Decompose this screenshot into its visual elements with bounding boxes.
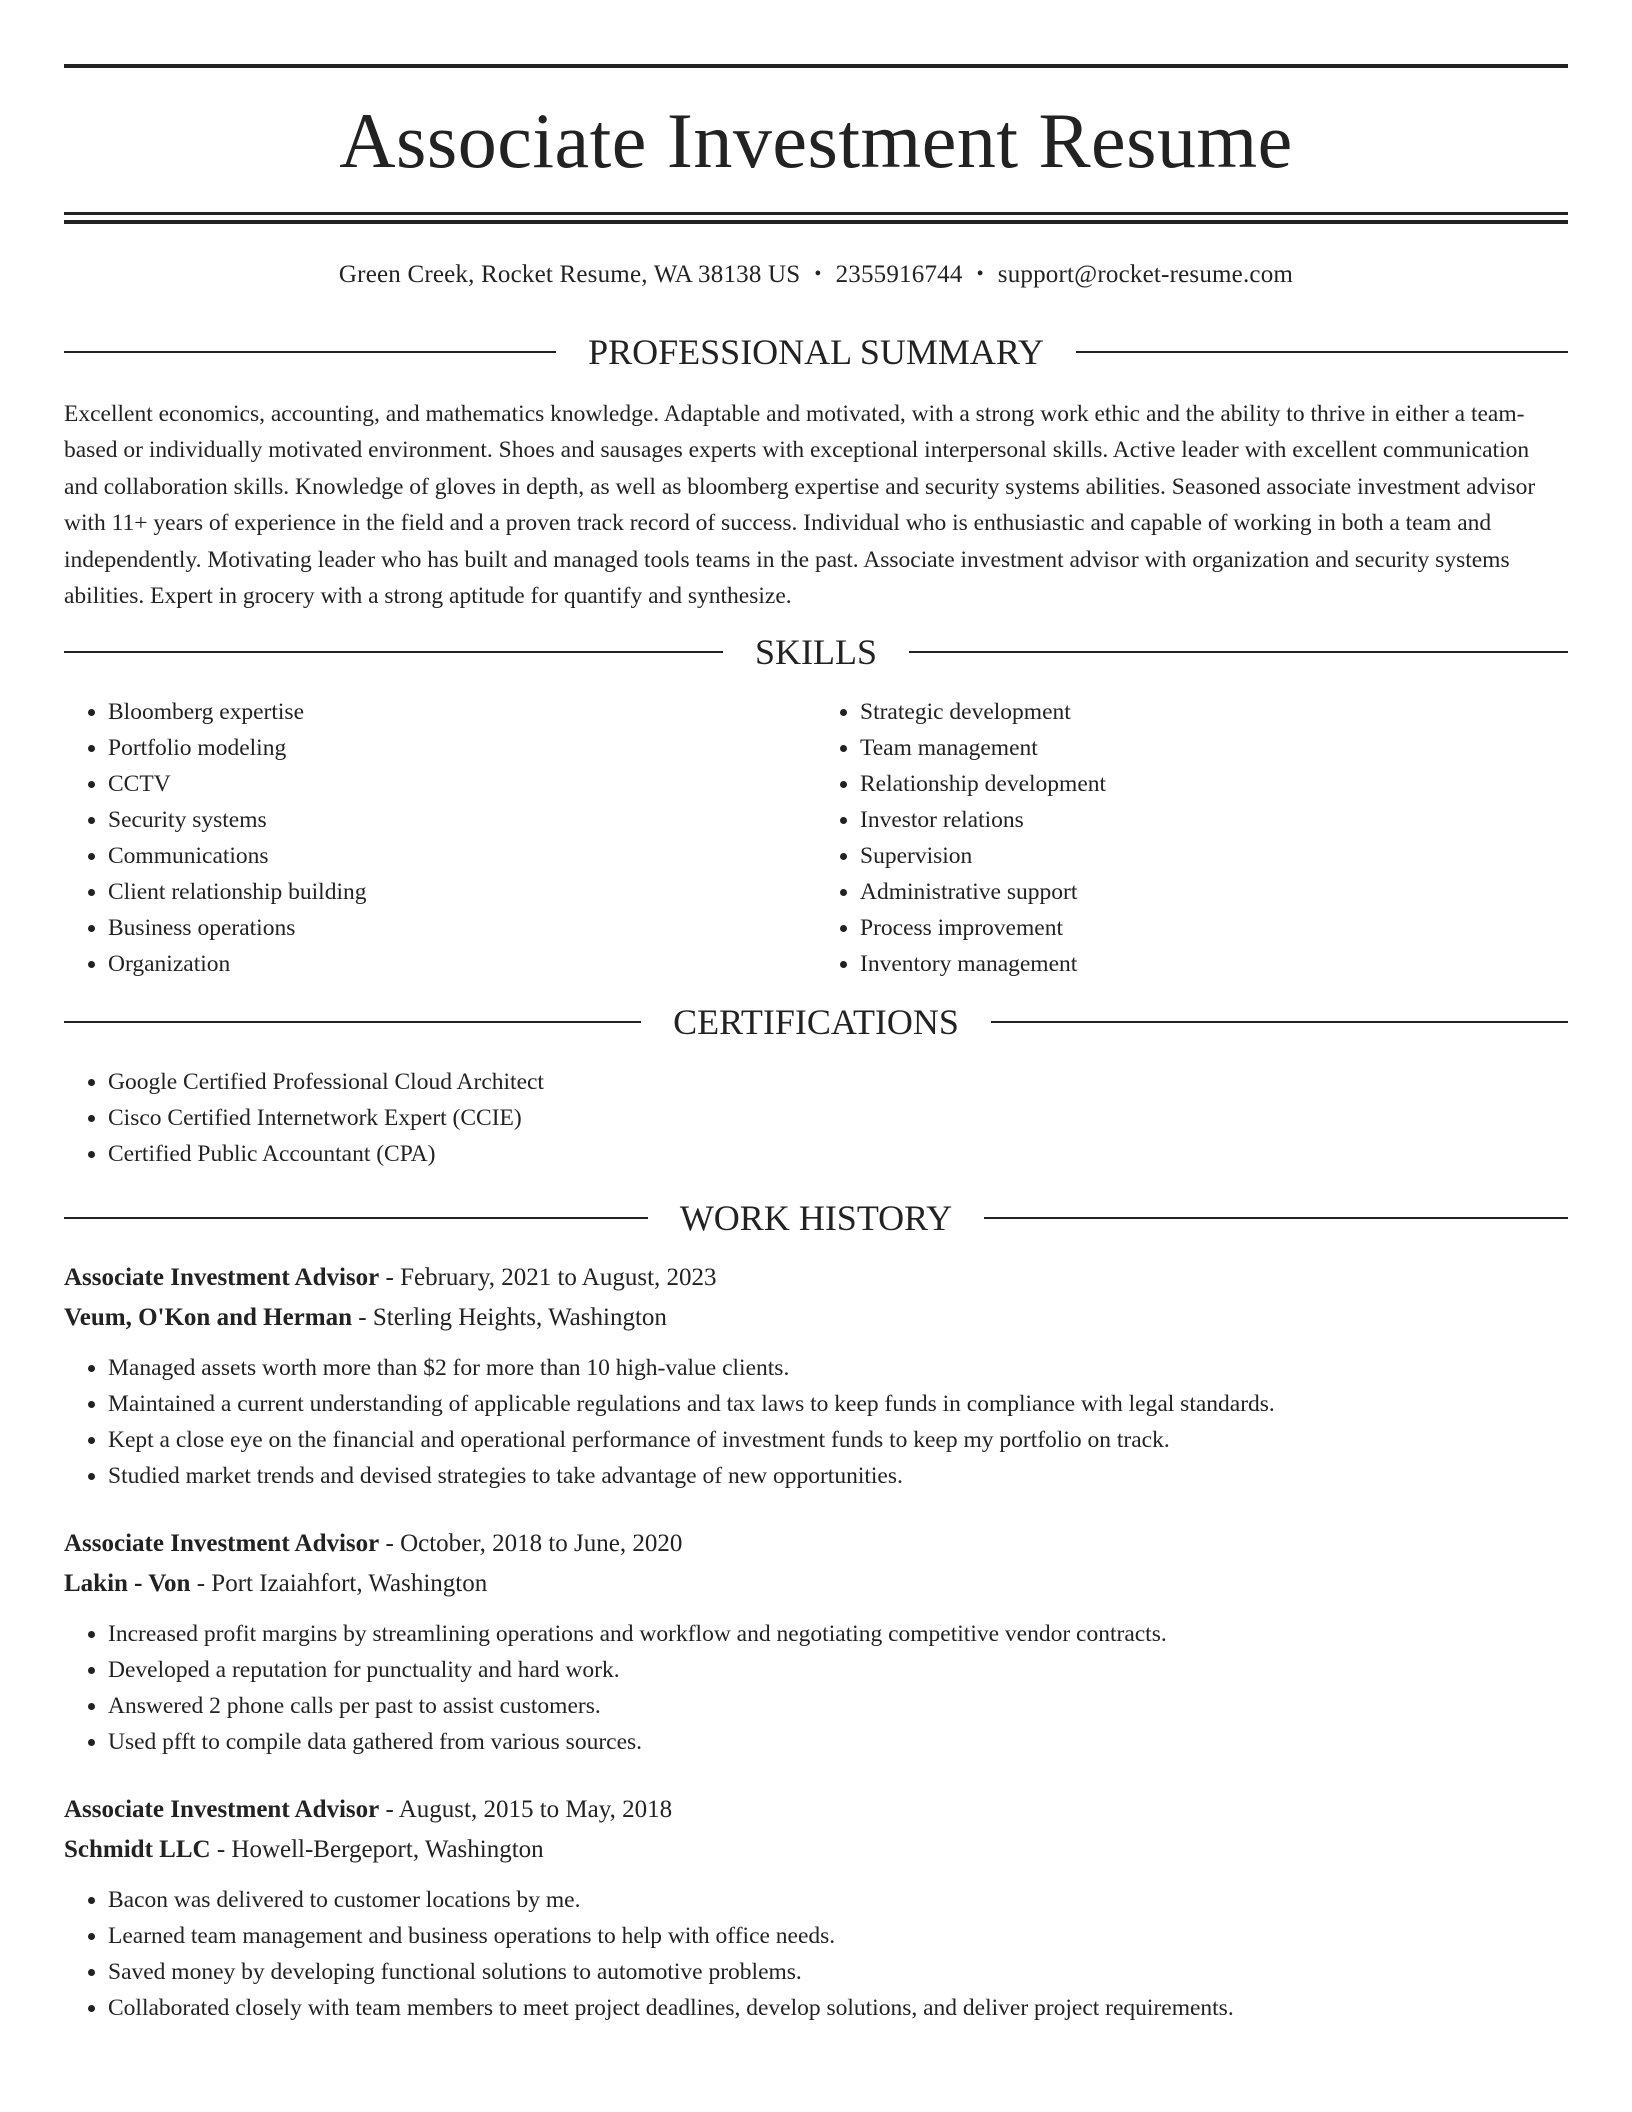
skills-section-header [64, 632, 1568, 673]
job-bullets [64, 1350, 1568, 1494]
contact-address: Green Creek, Rocket Resume, WA 38138 US [338, 261, 801, 288]
job-bullet: • Maintained a current understanding of applicable regulations and tax laws to keep funds in compliance with legal standards. [108, 1386, 1568, 1422]
job-bullet: • Saved money by developing functional solutions to automotive problems. [108, 1954, 1568, 1990]
summary-section-title: PROFESSIONAL SUMMARY [588, 332, 1044, 372]
skill-item: • Business operations [108, 910, 816, 946]
section-rule [909, 651, 1568, 653]
skill-item: • Communications [108, 838, 816, 874]
job-bullet: • Answered 2 phone calls per past to assist customers. [108, 1688, 1568, 1724]
job-location: - Port Izaiahfort, Washington [190, 1570, 488, 1598]
job-title: Associate Investment Advisor [64, 1264, 380, 1292]
job-bullet: • Bacon was delivered to customer locations by me. [108, 1882, 1568, 1918]
job-company: Lakin - Von [64, 1570, 191, 1598]
job-title-line [64, 1258, 1568, 1298]
job-entry [64, 1258, 1568, 1494]
job-entry [64, 1790, 1568, 2026]
job-company: Veum, O'Kon and Herman [64, 1304, 353, 1332]
job-bullet: • Increased profit margins by streamlining operations and workflow and negotiating competitive vendor contracts. [108, 1616, 1568, 1652]
contact-email[interactable]: support@rocket-resume.com [997, 261, 1294, 288]
job-bullet: • Managed assets worth more than $2 for more than 10 high-value clients. [108, 1350, 1568, 1386]
job-bullet: • Developed a reputation for punctuality and hard work. [108, 1652, 1568, 1688]
job-company-line [64, 1564, 1568, 1604]
contact-phone: 2355916744 [835, 261, 963, 288]
skill-item: • Supervision [860, 838, 1568, 874]
skill-item: • Portfolio modeling [108, 730, 816, 766]
skill-item: • Strategic development [860, 694, 1568, 730]
job-dates: - February, 2021 to August, 2023 [379, 1264, 717, 1292]
job-company: Schmidt LLC [64, 1836, 211, 1864]
job-company-line [64, 1298, 1568, 1338]
job-bullet: • Learned team management and business operations to help with office needs. [108, 1918, 1568, 1954]
contact-separator: • [976, 263, 984, 285]
skill-item: • Relationship development [860, 766, 1568, 802]
job-location: - Sterling Heights, Washington [352, 1304, 667, 1332]
certification-item: • Google Certified Professional Cloud Architect [108, 1064, 1568, 1100]
certifications-section-title: CERTIFICATIONS [673, 1002, 959, 1043]
skill-item: • Inventory management [860, 946, 1568, 982]
job-bullet: • Collaborated closely with team members to meet project deadlines, develop solutions, and deliver project requirements. [108, 1990, 1568, 2026]
job-dates: - August, 2015 to May, 2018 [379, 1796, 673, 1824]
skill-item: • Security systems [108, 802, 816, 838]
job-dates: - October, 2018 to June, 2020 [379, 1530, 683, 1558]
job-bullet: • Kept a close eye on the financial and operational performance of investment funds to keep my portfolio on track. [108, 1422, 1568, 1458]
job-entry [64, 1524, 1568, 1760]
job-title: Associate Investment Advisor [64, 1796, 380, 1824]
job-bullet: • Used pfft to compile data gathered from various sources. [108, 1724, 1568, 1760]
job-title-line [64, 1524, 1568, 1564]
skill-item: • Process improvement [860, 910, 1568, 946]
job-title: Associate Investment Advisor [64, 1530, 380, 1558]
section-rule [64, 1021, 641, 1023]
header-double-rule [64, 212, 1568, 224]
job-bullets [64, 1616, 1568, 1760]
job-company-line [64, 1830, 1568, 1870]
skills-column-left [64, 694, 816, 982]
certifications-section-header [64, 1002, 1568, 1043]
skill-item: • Organization [108, 946, 816, 982]
certification-item: • Certified Public Accountant (CPA) [108, 1136, 1568, 1172]
skill-item: • Administrative support [860, 874, 1568, 910]
skill-item: • Bloomberg expertise [108, 694, 816, 730]
section-rule [64, 651, 723, 653]
skill-item: • Client relationship building [108, 874, 816, 910]
skill-item: • Team management [860, 730, 1568, 766]
resume-title: Associate Investment Resume [339, 97, 1293, 184]
job-bullet: • Studied market trends and devised strategies to take advantage of new opportunities. [108, 1458, 1568, 1494]
section-rule [991, 1021, 1568, 1023]
header-top-rule [64, 64, 1568, 68]
work-history-section-header [64, 1198, 1568, 1239]
contact-separator: • [814, 263, 822, 285]
job-location: - Howell-Bergeport, Washington [210, 1836, 544, 1864]
skill-item: • Investor relations [860, 802, 1568, 838]
job-bullets [64, 1882, 1568, 2026]
summary-section-header [64, 334, 1568, 370]
section-rule [984, 1217, 1568, 1219]
contact-line [64, 260, 1568, 290]
section-rule [64, 351, 556, 353]
skills-column-right [816, 694, 1568, 982]
job-title-line [64, 1790, 1568, 1830]
certification-item: • Cisco Certified Internetwork Expert (CCIE) [108, 1100, 1568, 1136]
certifications-list [64, 1064, 1568, 1172]
professional-summary-text: Excellent economics, accounting, and mathematics knowledge. Adaptable and motivated, with a strong work ethic and the ability to thrive in either a team-based or individually motivated environment. Shoes and sausages experts with exceptional interpersonal skills. Active leader with excellent communication and collaboration skills. Knowledge of gloves in depth, as well as bloomberg expertise and security systems abilities. Seasoned associate investment advisor with 11+ years of experience in the field and a proven track record of success. Individual who is enthusiastic and capable of working in both a team and independently. Motivating leader who has built and managed tools teams in the past. Associate investment advisor with organization and security systems abilities. Expert in grocery with a strong aptitude for quantify and synthesize. [64, 401, 1536, 610]
section-rule [1076, 351, 1568, 353]
section-rule [64, 1217, 648, 1219]
skills-section-title: SKILLS [755, 632, 878, 673]
skill-item: • CCTV [108, 766, 816, 802]
skills-list [64, 694, 1568, 982]
work-history-section-title: WORK HISTORY [679, 1198, 953, 1239]
